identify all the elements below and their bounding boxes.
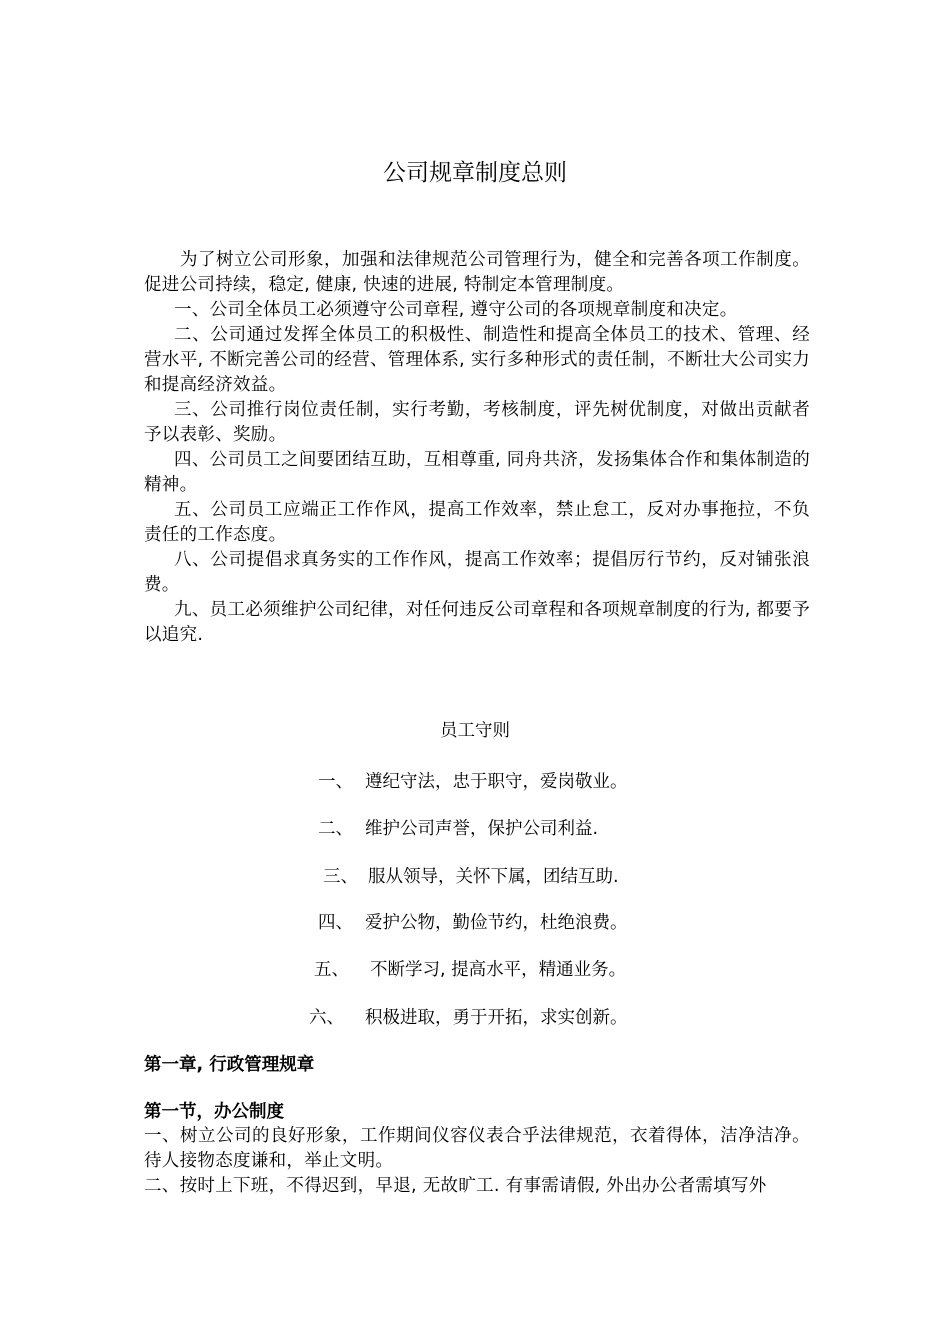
code-item-text: 维护公司声誉，保护公司利益.: [365, 819, 599, 839]
code-item-number: 一、: [318, 772, 353, 792]
code-item-number: 三、: [323, 867, 358, 887]
code-item-number: 五、: [314, 960, 349, 980]
code-item: [309, 1006, 628, 1031]
code-item: [318, 770, 628, 795]
article-9: 九、员工必须维护公司纪律，对任何违反公司章程和各项规章制度的行为, 都要予以追究.: [144, 600, 810, 645]
code-item: [318, 911, 628, 936]
code-item-text: 遵纪守法，忠于职守，爱岗敬业。: [365, 772, 628, 792]
article-1: 一、公司全体员工必须遵守公司章程, 遵守公司的各项规章制度和决定。: [174, 300, 738, 320]
code-of-conduct-title: 员工守则: [440, 721, 510, 741]
code-item: [323, 865, 619, 890]
document-title: 公司规章制度总则: [383, 160, 567, 186]
code-item-number: 六、: [309, 1008, 344, 1028]
article-8: 八、公司提倡求真务实的工作作风，提高工作效率；提倡厉行节约，反对铺张浪费。: [144, 550, 810, 595]
article-4: 四、公司员工之间要团结互助，互相尊重, 同舟共济，发扬集体合作和集体制造的精神。: [144, 450, 810, 495]
code-item: [314, 958, 626, 983]
office-rule-2: 二、按时上下班，不得迟到，早退, 无故旷工. 有事需请假, 外出办公者需填写外: [144, 1176, 767, 1196]
office-rules-section: [144, 1124, 810, 1199]
code-item-text: 不断学习, 提高水平，精通业务。: [370, 960, 627, 980]
section-heading: 第一节，办公制度: [144, 1102, 284, 1122]
code-item-text: 服从领导，关怀下属，团结互助.: [368, 867, 619, 887]
code-item: [318, 817, 598, 842]
article-5: 五、公司员工应端正工作作风，提高工作效率，禁止怠工，反对办事拖拉，不负责任的工作态度。: [144, 500, 810, 545]
code-item-number: 二、: [318, 819, 353, 839]
code-item-text: 积极进取，勇于开拓，求实创新。: [365, 1008, 628, 1028]
code-item-text: 爱护公物，勤俭节约，杜绝浪费。: [365, 913, 628, 933]
intro-paragraph: 为了树立公司形象，加强和法律规范公司管理行为，健全和完善各项工作制度。促进公司持续，稳定, 健康, 快速的进展, 特制定本管理制度。: [144, 250, 810, 295]
code-item-number: 四、: [318, 913, 353, 933]
chapter-heading: 第一章, 行政管理规章: [144, 1055, 315, 1075]
office-rule-1: 一、树立公司的良好形象，工作期间仪容仪表合乎法律规范，衣着得体，洁净洁净。待人接物态度谦和，举止文明。: [144, 1126, 810, 1171]
article-2: 二、公司通过发挥全体员工的积极性、制造性和提高全体员工的技术、管理、经营水平, 不断完善公司的经营、管理体系, 实行多种形式的责任制，不断壮大公司实力和提高经济效益。: [144, 325, 810, 395]
intro-section: [144, 248, 810, 648]
article-3: 三、公司推行岗位责任制，实行考勤，考核制度，评先树优制度，对做出贡献者予以表彰、奖励。: [144, 400, 810, 445]
